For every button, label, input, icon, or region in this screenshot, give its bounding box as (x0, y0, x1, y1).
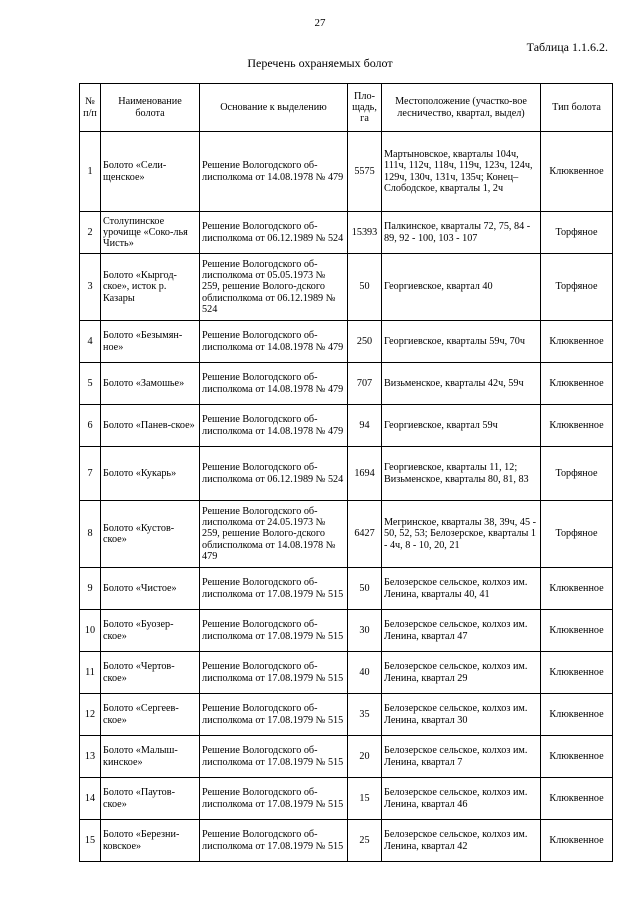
table-row (80, 254, 613, 321)
header-num: № п/п (80, 84, 101, 132)
table-row (80, 820, 613, 862)
cell-name: Болото «Кустов-ское» (101, 501, 200, 568)
cell-location: Георгиевское, квартал 59ч (382, 405, 541, 447)
cell-name: Болото «Сергеев-ское» (101, 694, 200, 736)
cell-type: Клюквенное (541, 736, 613, 778)
cell-location: Белозерское сельское, колхоз им. Ленина, квартал 7 (382, 736, 541, 778)
cell-name: Болото «Кукарь» (101, 447, 200, 501)
cell-area: 250 (348, 321, 382, 363)
cell-basis: Решение Вологодского об-лисполкома от 14.08.1978 № 479 (200, 132, 348, 212)
cell-name: Болото «Березни-ковское» (101, 820, 200, 862)
cell-area: 20 (348, 736, 382, 778)
header-area: Пло-щадь, га (348, 84, 382, 132)
cell-num: 12 (80, 694, 101, 736)
cell-location: Визьменское, кварталы 42ч, 59ч (382, 363, 541, 405)
cell-area: 15 (348, 778, 382, 820)
page-number: 27 (314, 17, 326, 29)
cell-type: Клюквенное (541, 132, 613, 212)
cell-type: Клюквенное (541, 363, 613, 405)
cell-basis: Решение Вологодского об-лисполкома от 14.08.1978 № 479 (200, 321, 348, 363)
cell-area: 15393 (348, 212, 382, 254)
cell-location: Белозерское сельское, колхоз им. Ленина, квартал 30 (382, 694, 541, 736)
table-row (80, 321, 613, 363)
cell-area: 35 (348, 694, 382, 736)
cell-area: 94 (348, 405, 382, 447)
cell-area: 5575 (348, 132, 382, 212)
cell-location: Палкинское, кварталы 72, 75, 84 - 89, 92 - 100, 103 - 107 (382, 212, 541, 254)
cell-area: 1694 (348, 447, 382, 501)
cell-type: Торфяное (541, 501, 613, 568)
cell-name: Болото «Паутов-ское» (101, 778, 200, 820)
cell-num: 5 (80, 363, 101, 405)
table-row (80, 694, 613, 736)
table-row (80, 363, 613, 405)
header-basis: Основание к выделению (200, 84, 348, 132)
cell-name: Болото «Чистое» (101, 568, 200, 610)
cell-basis: Решение Вологодского об-лисполкома от 17.08.1979 № 515 (200, 610, 348, 652)
cell-area: 6427 (348, 501, 382, 568)
cell-type: Клюквенное (541, 778, 613, 820)
cell-location: Георгиевское, квартал 40 (382, 254, 541, 321)
cell-basis: Решение Вологодского об-лисполкома от 17.08.1979 № 515 (200, 694, 348, 736)
table-title: Перечень охраняемых болот (247, 56, 393, 70)
header-type: Тип болота (541, 84, 613, 132)
cell-num: 4 (80, 321, 101, 363)
table-row (80, 610, 613, 652)
cell-num: 2 (80, 212, 101, 254)
cell-basis: Решение Вологодского об-лисполкома от 05.05.1973 № 259, решение Волого-дского облисполкома от 06.12.1989 № 524 (200, 254, 348, 321)
cell-type: Торфяное (541, 254, 613, 321)
table-row (80, 568, 613, 610)
cell-area: 40 (348, 652, 382, 694)
cell-name: Болото «Панев-ское» (101, 405, 200, 447)
table-row (80, 212, 613, 254)
cell-name: Болото «Сели-щенское» (101, 132, 200, 212)
cell-basis: Решение Вологодского об-лисполкома от 17.08.1979 № 515 (200, 778, 348, 820)
cell-type: Клюквенное (541, 405, 613, 447)
table-row (80, 405, 613, 447)
cell-basis: Решение Вологодского об-лисполкома от 17.08.1979 № 515 (200, 736, 348, 778)
table-row (80, 652, 613, 694)
cell-num: 15 (80, 820, 101, 862)
table-header-row (80, 84, 613, 132)
cell-location: Белозерское сельское, колхоз им. Ленина, кварталы 40, 41 (382, 568, 541, 610)
cell-num: 1 (80, 132, 101, 212)
cell-num: 3 (80, 254, 101, 321)
header-location: Местоположение (участко-вое лесничество, квартал, выдел) (382, 84, 541, 132)
cell-name: Болото «Замошье» (101, 363, 200, 405)
cell-type: Клюквенное (541, 568, 613, 610)
cell-area: 50 (348, 568, 382, 610)
cell-num: 11 (80, 652, 101, 694)
cell-type: Клюквенное (541, 321, 613, 363)
table-row (80, 501, 613, 568)
table-label: Таблица 1.1.6.2. (526, 40, 608, 54)
cell-basis: Решение Вологодского об-лисполкома от 14.08.1978 № 479 (200, 405, 348, 447)
cell-area: 30 (348, 610, 382, 652)
table-row (80, 778, 613, 820)
cell-type: Клюквенное (541, 694, 613, 736)
cell-num: 14 (80, 778, 101, 820)
cell-num: 7 (80, 447, 101, 501)
cell-type: Клюквенное (541, 610, 613, 652)
cell-name: Болото «Безымян-ное» (101, 321, 200, 363)
cell-location: Белозерское сельское, колхоз им. Ленина, квартал 42 (382, 820, 541, 862)
cell-type: Торфяное (541, 447, 613, 501)
cell-name: Болото «Буозер-ское» (101, 610, 200, 652)
cell-num: 9 (80, 568, 101, 610)
cell-location: Белозерское сельское, колхоз им. Ленина, квартал 46 (382, 778, 541, 820)
cell-name: Болото «Чертов-ское» (101, 652, 200, 694)
cell-location: Георгиевское, кварталы 59ч, 70ч (382, 321, 541, 363)
cell-basis: Решение Вологодского об-лисполкома от 06.12.1989 № 524 (200, 447, 348, 501)
cell-num: 6 (80, 405, 101, 447)
cell-name: Болото «Кыргод-ское», исток р. Казары (101, 254, 200, 321)
cell-basis: Решение Вологодского об-лисполкома от 17.08.1979 № 515 (200, 820, 348, 862)
cell-name: Столупинское урочище «Соко-лья Чисть» (101, 212, 200, 254)
cell-type: Клюквенное (541, 820, 613, 862)
cell-basis: Решение Вологодского об-лисполкома от 24.05.1973 № 259, решение Волого-дского облисполкома от 14.08.1978 № 479 (200, 501, 348, 568)
cell-num: 10 (80, 610, 101, 652)
header-name: Наименование болота (101, 84, 200, 132)
cell-area: 25 (348, 820, 382, 862)
cell-num: 13 (80, 736, 101, 778)
protected-bogs-table (79, 83, 613, 862)
cell-basis: Решение Вологодского об-лисполкома от 06.12.1989 № 524 (200, 212, 348, 254)
cell-name: Болото «Малыш-кинское» (101, 736, 200, 778)
cell-location: Мартыновское, кварталы 104ч, 111ч, 112ч, 118ч, 119ч, 123ч, 124ч, 129ч, 130ч, 131ч, 135ч; Конец–Слободское, кварталы 1, 2ч (382, 132, 541, 212)
cell-area: 50 (348, 254, 382, 321)
cell-area: 707 (348, 363, 382, 405)
cell-type: Торфяное (541, 212, 613, 254)
cell-location: Георгиевское, кварталы 11, 12; Визьменское, кварталы 80, 81, 83 (382, 447, 541, 501)
table-row (80, 132, 613, 212)
table-row (80, 447, 613, 501)
cell-type: Клюквенное (541, 652, 613, 694)
cell-basis: Решение Вологодского об-лисполкома от 14.08.1978 № 479 (200, 363, 348, 405)
cell-location: Мегринское, кварталы 38, 39ч, 45 - 50, 52, 53; Белозерское, кварталы 1 - 4ч, 8 - 10, 20, 21 (382, 501, 541, 568)
cell-num: 8 (80, 501, 101, 568)
cell-location: Белозерское сельское, колхоз им. Ленина, квартал 47 (382, 610, 541, 652)
cell-basis: Решение Вологодского об-лисполкома от 17.08.1979 № 515 (200, 652, 348, 694)
table-row (80, 736, 613, 778)
cell-basis: Решение Вологодского об-лисполкома от 17.08.1979 № 515 (200, 568, 348, 610)
cell-location: Белозерское сельское, колхоз им. Ленина, квартал 29 (382, 652, 541, 694)
